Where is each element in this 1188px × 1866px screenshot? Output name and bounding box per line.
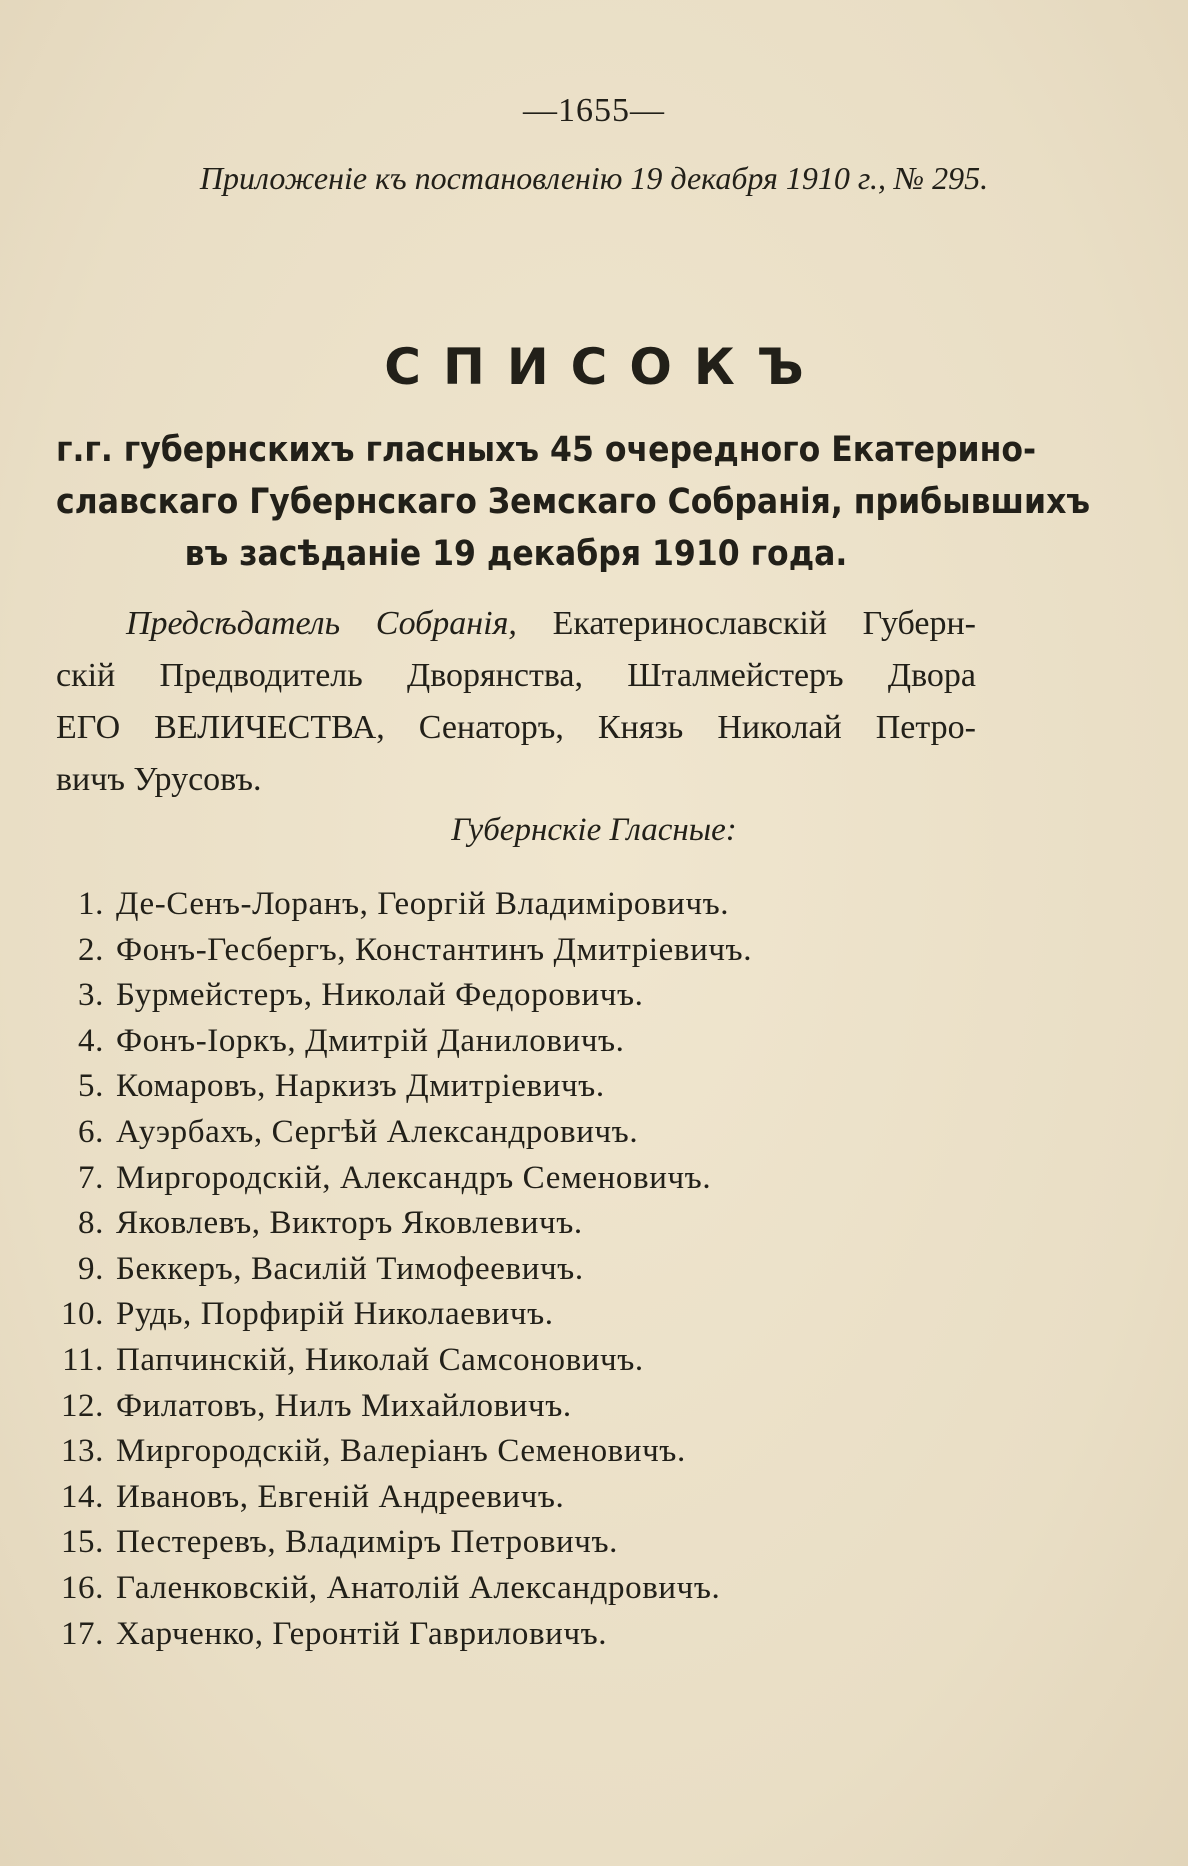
item-number: 1. [78, 886, 104, 922]
item-number: 17. [60, 1615, 104, 1652]
chairman-paragraph [56, 598, 976, 806]
list-item [40, 928, 1000, 974]
item-name: Де-Сенъ-Лоранъ, Георгій Владиміровичъ. [116, 886, 730, 922]
item-name: Ивановъ, Евгеній Андреевичъ. [116, 1478, 565, 1515]
list-item [40, 1156, 1000, 1202]
document-subtitle [56, 424, 1091, 580]
item-name: Фонъ-Гесбергъ, Константинъ Дмитріевичъ. [116, 931, 753, 968]
list-item [40, 1019, 1000, 1065]
chairman-role: Предсѣдатель Собранія, [126, 605, 517, 642]
chairman-line: ЕГО ВЕЛИЧЕСТВА, Сенаторъ, Князь Николай Петро- [56, 709, 976, 746]
item-name: Рудь, Порфирій Николаевичъ. [116, 1296, 554, 1333]
item-name: Филатовъ, Нилъ Михайловичъ. [116, 1387, 572, 1424]
list-item [40, 1064, 1000, 1110]
item-number: 13. [60, 1433, 104, 1470]
list-item [40, 1612, 1000, 1658]
chairman-line [56, 598, 976, 650]
appendix-note: Приложеніе къ постановленію 19 декабря 1910 г., № 295. [199, 160, 989, 196]
item-number: 12. [60, 1387, 104, 1424]
list-item [40, 1201, 1000, 1247]
list-item [40, 1429, 1000, 1475]
list-item [40, 1247, 1000, 1293]
item-number: 3. [78, 977, 104, 1014]
item-number: 16. [60, 1569, 104, 1606]
item-number: 15. [60, 1524, 104, 1561]
item-number: 14. [60, 1478, 104, 1515]
list-item [40, 1475, 1000, 1521]
item-number: 9. [78, 1250, 104, 1287]
subtitle-line: въ засѣданіе 19 декабря 1910 года. [184, 534, 848, 574]
page-number: —1655— [523, 92, 665, 129]
list-item [40, 1384, 1000, 1430]
list-item [40, 882, 1000, 928]
item-name: Яковлевъ, Викторъ Яковлевичъ. [116, 1205, 583, 1242]
item-name: Галенковскій, Анатолій Александровичъ. [116, 1569, 721, 1606]
list-item [40, 1110, 1000, 1156]
subtitle-line: славскаго Губернскаго Земскаго Собранія, прибывшихъ [56, 482, 1091, 522]
item-number: 5. [78, 1068, 104, 1105]
list-item [40, 1520, 1000, 1566]
document-title: СПИСОКЪ [384, 338, 826, 396]
subtitle-line: г.г. губернскихъ гласныхъ 45 очередного Екатерино- [56, 430, 1037, 470]
item-name: Комаровъ, Наркизъ Дмитріевичъ. [116, 1068, 605, 1105]
item-number: 2. [78, 931, 104, 968]
item-number: 6. [78, 1113, 104, 1150]
item-number: 10. [60, 1296, 104, 1333]
chairman-line: скій Предводитель Дворянства, Шталмейстеръ Двора [56, 657, 976, 694]
list-item [40, 1566, 1000, 1612]
section-heading: Губернскіе Гласные: [451, 812, 737, 848]
item-name: Миргородскій, Александръ Семеновичъ. [116, 1159, 712, 1196]
item-number: 11. [62, 1341, 104, 1378]
item-name: Папчинскій, Николай Самсоновичъ. [116, 1341, 644, 1378]
list-item [40, 973, 1000, 1019]
chairman-line: вичъ Урусовъ. [56, 761, 262, 798]
item-name: Бурмейстеръ, Николай Федоровичъ. [116, 977, 644, 1014]
item-name: Фонъ-Іоркъ, Дмитрій Даниловичъ. [116, 1022, 625, 1059]
item-name: Беккеръ, Василій Тимофеевичъ. [116, 1250, 584, 1287]
list-item [40, 1292, 1000, 1338]
item-number: 4. [78, 1022, 104, 1059]
item-name: Пестеревъ, Владиміръ Петровичъ. [116, 1524, 618, 1561]
item-name: Ауэрбахъ, Сергѣй Александровичъ. [116, 1113, 639, 1150]
list-item [40, 1338, 1000, 1384]
item-name: Харченко, Геронтій Гавриловичъ. [116, 1615, 608, 1652]
item-number: 7. [78, 1159, 104, 1196]
item-name: Миргородскій, Валеріанъ Семеновичъ. [116, 1433, 686, 1470]
chairman-line-text: Екатеринославскій Губерн- [552, 605, 977, 642]
item-number: 8. [78, 1205, 104, 1242]
members-list [40, 882, 1000, 1657]
